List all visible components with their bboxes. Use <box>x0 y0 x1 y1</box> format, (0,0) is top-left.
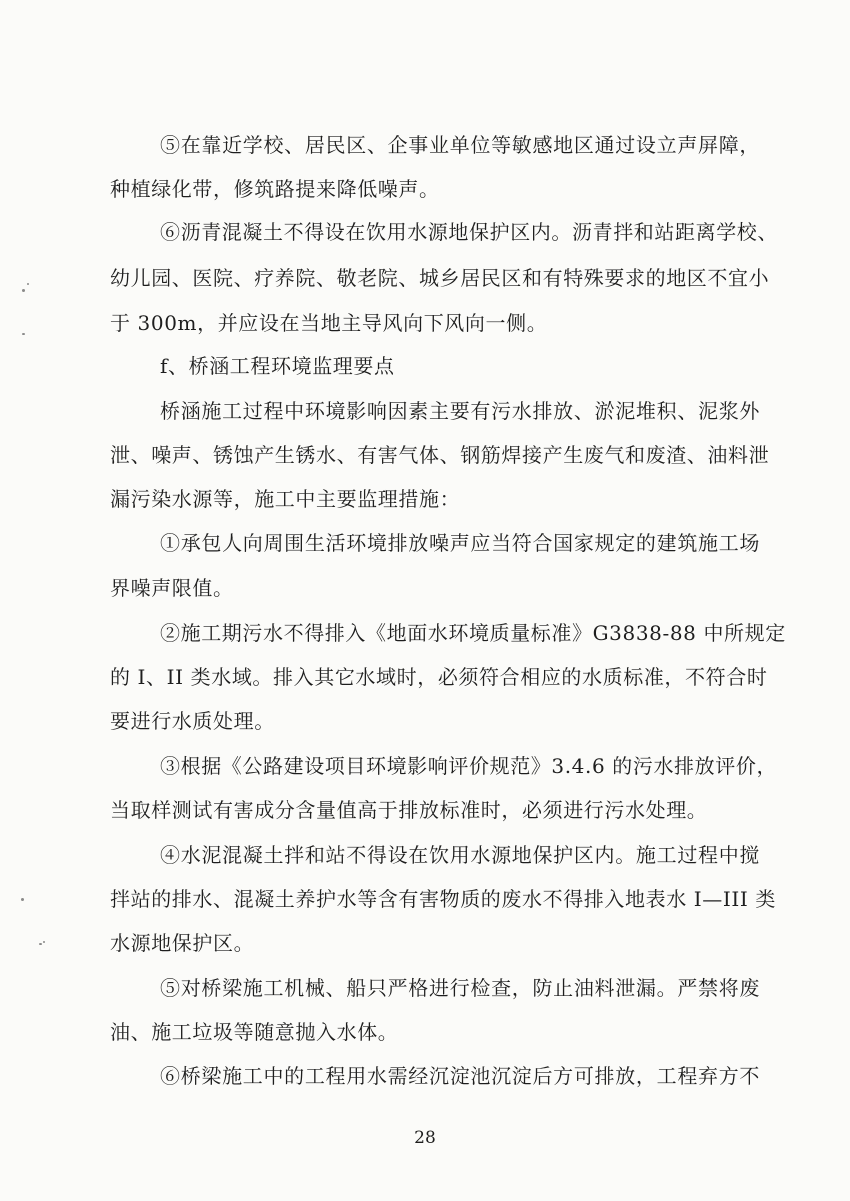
scan-speck <box>22 289 25 292</box>
page-number: 28 <box>414 1128 436 1148</box>
paragraph-line: 水源地保护区。 <box>110 931 255 955</box>
paragraph-line: 油、施工垃圾等随意抛入水体。 <box>110 1020 399 1044</box>
paragraph-line: 要进行水质处理。 <box>110 709 275 733</box>
paragraph-line: ⑤在靠近学校、居民区、企事业单位等敏感地区通过设立声屏障， <box>160 133 760 157</box>
paragraph-line: ③根据《公路建设项目环境影响评价规范》3.4.6 的污水排放评价， <box>160 754 778 778</box>
paragraph-line: 桥涵施工过程中环境影响因素主要有污水排放、淤泥堆积、泥浆外 <box>160 399 760 423</box>
paragraph-line: 当取样测试有害成分含量值高于排放标准时，必须进行污水处理。 <box>110 798 708 822</box>
scan-speck <box>27 283 29 285</box>
paragraph-line: 幼儿园、医院、疗养院、敬老院、城乡居民区和有特殊要求的地区不宜小 <box>110 266 770 290</box>
paragraph-line: ①承包人向周围生活环境排放噪声应当符合国家规定的建筑施工场 <box>160 531 760 555</box>
paragraph-line: 的 I、II 类水域。排入其它水域时，必须符合相应的水质标准，不符合时 <box>110 665 768 689</box>
paragraph-line: 泄、噪声、锈蚀产生锈水、有害气体、钢筋焊接产生废气和废渣、油料泄 <box>110 443 770 467</box>
scan-speck <box>43 941 45 943</box>
scan-speck <box>21 898 24 901</box>
section-heading: f、桥涵工程环境监理要点 <box>160 354 395 378</box>
paragraph-line: 界噪声限值。 <box>110 576 234 600</box>
paragraph-line: ②施工期污水不得排入《地面水环境质量标准》G3838-88 中所规定 <box>160 621 786 645</box>
paragraph-line: ⑥沥青混凝土不得设在饮用水源地保护区内。沥青拌和站距离学校、 <box>160 220 778 244</box>
paragraph-line: ④水泥混凝土拌和站不得设在饮用水源地保护区内。施工过程中搅 <box>160 843 760 867</box>
paragraph-line: 于 300m，并应设在当地主导风向下风向一侧。 <box>110 311 548 335</box>
paragraph-line: ⑤对桥梁施工机械、船只严格进行检查，防止油料泄漏。严禁将废 <box>160 976 760 1000</box>
paragraph-line: 拌站的排水、混凝土养护水等含有害物质的废水不得排入地表水 I—III 类 <box>110 887 776 911</box>
scan-speck <box>39 943 42 945</box>
scan-speck <box>22 333 25 335</box>
paragraph-line: ⑥桥梁施工中的工程用水需经沉淀池沉淀后方可排放，工程弃方不 <box>160 1064 760 1088</box>
paragraph-line: 漏污染水源等，施工中主要监理措施： <box>110 487 461 511</box>
paragraph-line: 种植绿化带，修筑路提来降低噪声。 <box>110 177 440 201</box>
